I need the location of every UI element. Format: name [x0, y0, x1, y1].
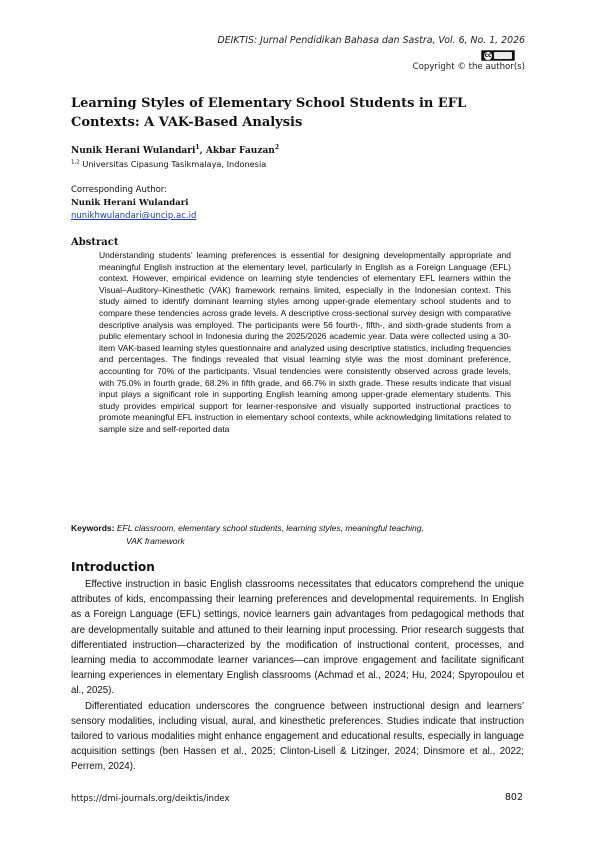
by-icon [494, 52, 512, 59]
author-affil-marker: 2 [274, 144, 280, 151]
footer-journal-url[interactable]: https://dmi-journals.org/deiktis/index [71, 794, 230, 804]
copyright-notice: Copyright © the author(s) [412, 62, 525, 72]
page-number: 802 [504, 792, 523, 803]
corresponding-author-label: Corresponding Author: [71, 185, 168, 195]
introduction-paragraph-2: Differentiated education underscores the congruence between instructional design and learners’ sensory modalities, including visual, aural, and kinesthetic preferences. Studies indicate that instruction tailored to various modalities might enhance engagement and educational results, especially in language acquisition settings (ben Hassen et al., 2025; Clinton-Lisell & Litzinger, 2024; Dinsmore et al., 2022; Perrem, 2024). [71, 700, 524, 773]
affiliation-text: Universitas Cipasung Tasikmalaya, Indonesia [82, 159, 267, 169]
keywords-label: Keywords: [71, 523, 115, 533]
affil-marker: 1,2 [71, 159, 80, 166]
journal-citation: DEIKTIS: Jurnal Pendidikan Bahasa dan Sastra, Vol. 6, No. 1, 2026 [217, 35, 525, 46]
cc-by-license-icon[interactable] [481, 50, 515, 61]
cc-icon: cc [484, 51, 492, 59]
author-affil-marker: 1 [195, 144, 200, 151]
corresponding-author-email-link[interactable]: nunikhwulandari@uncip.ac.id [71, 211, 197, 221]
corresponding-author-name: Nunik Herani Wulandari [71, 198, 189, 208]
paper-title: Learning Styles of Elementary School Students in EFL Contexts: A VAK-Based Analysis [71, 96, 467, 130]
abstract-heading: Abstract [71, 237, 119, 248]
author-separator: , [199, 146, 206, 156]
author-name: Akbar Fauzan [205, 146, 275, 156]
introduction-body [71, 577, 524, 775]
keywords-line-2: VAK framework [126, 535, 185, 546]
keywords-line-1: EFL classroom, elementary school students, learning styles, meaningful teaching, [116, 523, 424, 533]
affiliation [71, 159, 266, 169]
author-name: Nunik Herani Wulandari [71, 146, 196, 156]
author-list [71, 144, 279, 156]
abstract-text: Understanding students’ learning preferences is essential for designing developmentally appropriate and meaningful English instruction at the elementary level, particularly in English as a Foreign Language (EFL) context. However, empirical evidence on learning style tendencies of elementary EFL learners within the Visual–Auditory–Kinesthetic (VAK) framework remains limited, especially in the Indonesian context. This study aimed to identify dominant learning styles among upper-grade elementary school students and to compare these tendencies across grade levels. A descriptive cross-sectional survey design with comparative descriptive analysis was employed. The participants were 56 fourth-, fifth-, and sixth-grade students from a public elementary school in Indonesia during the 2025/2026 academic year. Data were collected using a 30-item VAK-based learning styles questionnaire and analyzed using descriptive statistics, including frequencies and percentages. The findings revealed that visual learning style was the most dominant preference, accounting for 70% of the participants. Visual tendencies were consistently observed across grade levels, with 75.0% in fourth grade, 68.2% in fifth grade, and 66.7% in sixth grade. These results indicate that visual input plays a significant role in supporting English learning among upper-grade elementary students. This study provides empirical support for learner-responsive and visually supported instructional practices to promote meaningful EFL instruction in elementary school contexts, while acknowledging limitations related to sample size and self-reported data [99, 250, 511, 434]
keywords [71, 522, 511, 547]
introduction-heading: Introduction [71, 560, 155, 574]
introduction-paragraph-1: Effective instruction in basic English classrooms necessitates that educators comprehend the unique attributes of kids, encompassing their learning preferences and developmental requirements. In English as a Foreign Language (EFL) settings, novice learners gain advantages from pedagogical methods that are developmentally suitable and attuned to their learning input processing. Prior research suggests that differentiated instruction—characterized by the modification of instructional content, processes, and learning media to accommodate learner variances—can improve engagement and facilitate significant learning experiences in elementary English classrooms (Achmad et al., 2024; Hu, 2024; Spyropoulou et al., 2025). [71, 579, 524, 697]
